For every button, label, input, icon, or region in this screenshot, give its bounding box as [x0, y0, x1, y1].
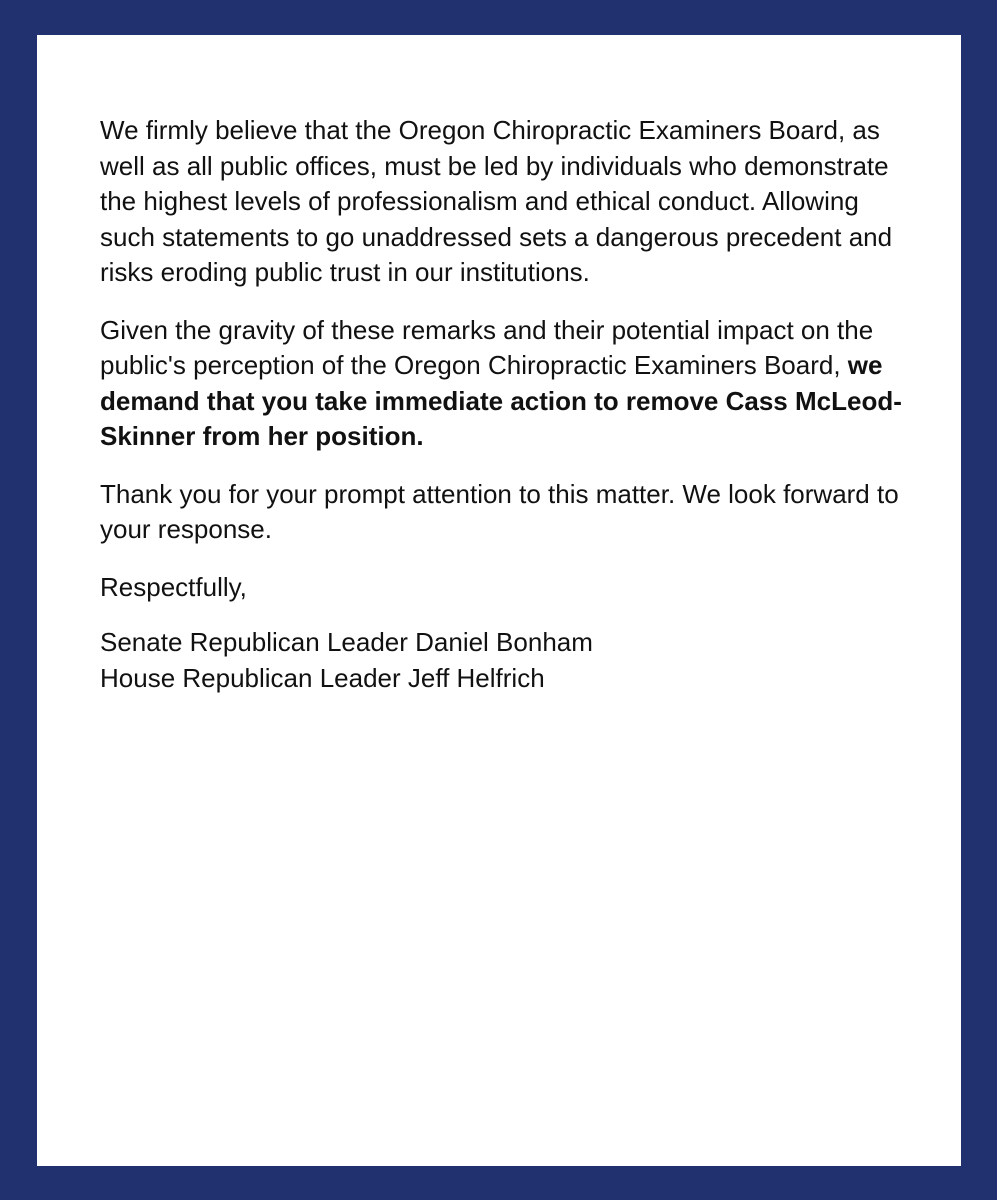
signature-block: [100, 625, 910, 696]
letter-paragraph-1: We firmly believe that the Oregon Chiropractic Examiners Board, as well as all public offices, must be led by individuals who demonstrate the highest levels of professionalism and ethical conduct. Allowing such statements to go unaddressed sets a dangerous precedent and risks eroding public trust in our institutions.: [100, 115, 893, 287]
letter-card: [37, 35, 961, 1166]
letter-paragraph-2-text: Given the gravity of these remarks and their potential impact on the public's perception of the Oregon Chiropractic Examiners Board,: [100, 314, 874, 380]
letter-paragraph-2: [100, 313, 910, 455]
signature-senate-leader: Senate Republican Leader Daniel Bonham: [100, 627, 593, 657]
letter-body: [100, 113, 910, 696]
letter-demand-text: we demand that you take immediate action to remove Cass McLeod-Skinner from her position.: [100, 350, 902, 451]
letter-paragraph-3: Thank you for your prompt attention to this matter. We look forward to your response.: [100, 478, 899, 544]
signature-house-leader: House Republican Leader Jeff Helfrich: [100, 662, 545, 693]
letter-closing: Respectfully,: [100, 571, 247, 602]
